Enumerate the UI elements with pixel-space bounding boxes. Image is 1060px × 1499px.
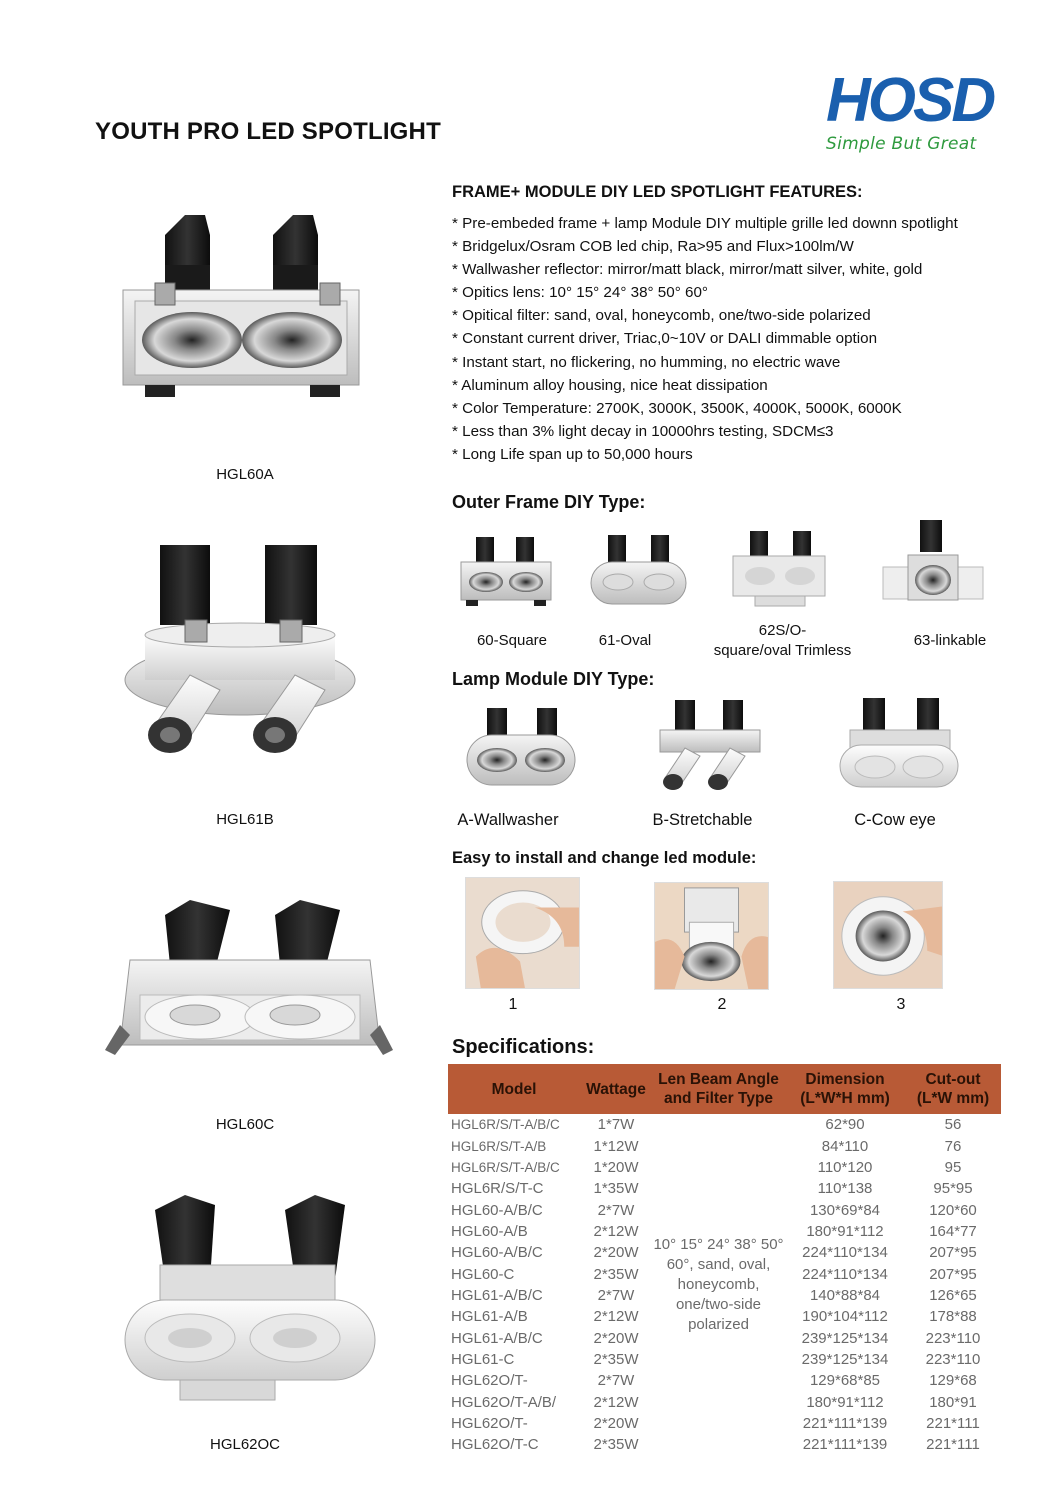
cell-dimension: 110*120: [817, 1158, 873, 1176]
cell-model: HGL60-A/B/C: [451, 1201, 543, 1219]
frame-thumb-60-square: [456, 532, 556, 612]
logo-slogan: Simple But Great: [826, 134, 977, 154]
cell-model: HGL6R/S/T-C: [451, 1180, 544, 1198]
cell-wattage: 1*7W: [597, 1116, 635, 1134]
cell-model: HGL61-A/B/C: [451, 1286, 543, 1304]
cell-wattage: 2*20W: [593, 1414, 639, 1432]
frame-thumb-63-linkable: [880, 515, 985, 610]
cell-model: HGL62O/T-: [451, 1414, 528, 1432]
cell-model: HGL62O/T-A/B/: [451, 1393, 557, 1411]
feature-item: * Pre-embeded frame + lamp Module DIY multiple grille led downn spotlight: [452, 215, 958, 232]
feature-item: * Long Life span up to 50,000 hours: [452, 445, 693, 463]
frame-thumb-61-oval: [586, 530, 691, 610]
cell-wattage: 2*12W: [593, 1222, 639, 1240]
cell-wattage: 2*7W: [597, 1201, 635, 1219]
cell-cutout: 95: [944, 1158, 962, 1176]
cell-model: HGL61-A/B: [451, 1308, 528, 1326]
cell-wattage: 2*20W: [593, 1244, 639, 1262]
feature-item: * Wallwasher reflector: mirror/matt black, mirror/matt silver, white, gold: [452, 261, 923, 279]
cell-wattage: 2*35W: [593, 1265, 639, 1283]
feature-item: * Color Temperature: 2700K, 3000K, 3500K, 4000K, 5000K, 6000K: [452, 399, 902, 417]
outer-frame-title: Outer Frame DIY Type:: [452, 492, 646, 512]
cell-model: HGL6R/S/T-A/B/C: [451, 1159, 560, 1175]
feature-item: * Opitical filter: sand, oval, honeycomb, one/two-side polarized: [452, 307, 871, 325]
col-header-dimension-line1: Dimension: [805, 1071, 885, 1088]
cell-cutout: 207*95: [929, 1244, 977, 1262]
cell-model: HGL62O/T-: [451, 1372, 528, 1390]
frame-label-62-line1: 62S/O-: [758, 622, 807, 639]
module-label-wallwasher: A-Wallwasher: [457, 811, 559, 829]
cell-wattage: 2*7W: [597, 1286, 635, 1304]
features-title: FRAME+ MODULE DIY LED SPOTLIGHT FEATURES:: [452, 183, 863, 201]
cell-dimension: 180*91*112: [806, 1222, 884, 1240]
frame-label-62-line2: square/oval Trimless: [713, 642, 852, 659]
module-thumb-cow-eye: [835, 695, 963, 790]
feature-item: * Less than 3% light decay in 10000hrs testing, SDCM≤3: [452, 422, 834, 440]
col-header-beam-line2: and Filter Type: [663, 1090, 774, 1107]
feature-item: * Opitics lens: 10° 15° 24° 38° 50° 60°: [452, 284, 708, 302]
cell-dimension: 129*68*85: [809, 1372, 881, 1390]
cell-wattage: 2*20W: [593, 1329, 639, 1347]
specifications-title: Specifications:: [452, 1036, 595, 1058]
cell-dimension: 224*110*134: [802, 1244, 888, 1262]
feature-item: * Instant start, no flickering, no humming, no electric wave: [452, 353, 841, 371]
install-step-1: 1: [508, 996, 518, 1013]
cell-cutout: 95*95: [933, 1180, 973, 1198]
cell-model: HGL60-C: [451, 1265, 515, 1283]
cell-cutout: 178*88: [929, 1308, 977, 1326]
spec-table-header: [448, 1064, 1001, 1114]
cell-cutout: 129*68: [929, 1372, 977, 1390]
spec-table: [448, 1064, 1001, 1456]
frame-thumb-62-trimless: [725, 528, 833, 610]
cell-dimension: 190*104*112: [802, 1308, 888, 1326]
cell-cutout: 207*95: [929, 1265, 977, 1283]
col-header-beam-line1: Len Beam Angle: [658, 1071, 779, 1088]
page-title: YOUTH PRO LED SPOTLIGHT: [95, 118, 441, 145]
cell-dimension: 239*125*134: [801, 1350, 889, 1368]
cell-dimension: 239*125*134: [801, 1329, 889, 1347]
cell-wattage: 2*7W: [597, 1372, 635, 1390]
cell-model: HGL61-C: [451, 1350, 515, 1368]
product-image-hgl62oc: [95, 1190, 395, 1405]
module-thumb-wallwasher: [462, 705, 580, 790]
cell-wattage: 1*35W: [593, 1180, 639, 1198]
cell-cutout: 164*77: [929, 1222, 977, 1240]
cell-cutout: 180*91: [929, 1393, 977, 1411]
cell-cutout: 223*110: [925, 1329, 981, 1347]
install-photo-3: [833, 881, 943, 989]
module-thumb-stretchable: [655, 698, 765, 793]
cell-cutout: 120*60: [929, 1201, 977, 1219]
feature-item: * Constant current driver, Triac,0~10V or DALI dimmable option: [452, 330, 878, 348]
lamp-module-title: Lamp Module DIY Type:: [452, 669, 655, 689]
cell-wattage: 2*35W: [593, 1436, 639, 1454]
cell-dimension: 84*110: [821, 1137, 869, 1155]
cell-wattage: 1*12W: [593, 1137, 639, 1155]
col-header-dimension: [785, 1064, 905, 1114]
brand-logo: [826, 66, 1006, 160]
product-label-hgl62oc: HGL62OC: [209, 1436, 281, 1453]
frame-label-60-square: 60-Square: [476, 632, 548, 649]
module-label-cow-eye: C-Cow eye: [854, 811, 936, 829]
cell-model: HGL60-A/B/C: [451, 1244, 543, 1262]
feature-item: * Aluminum alloy housing, nice heat dissipation: [452, 376, 768, 394]
install-photo-2: [654, 882, 769, 990]
cell-model: HGL6R/S/T-A/B: [451, 1138, 547, 1154]
frame-label-61-oval: 61-Oval: [598, 632, 652, 649]
frame-label-63-linkable: 63-linkable: [913, 632, 987, 649]
col-header-wattage: Wattage: [580, 1064, 652, 1114]
cell-beam-filter: 10° 15° 24° 38° 50° 60°, sand, oval, honeycomb, one/two-side polarized: [653, 1235, 784, 1333]
install-photo-1: [465, 877, 580, 989]
table-row: [448, 1114, 1001, 1135]
product-image-hgl60a: [95, 205, 395, 405]
logo-word: HOSD: [826, 66, 994, 135]
cell-wattage: 2*35W: [593, 1350, 639, 1368]
cell-cutout: 56: [944, 1116, 962, 1134]
install-title: Easy to install and change led module:: [452, 849, 757, 867]
cell-dimension: 110*138: [817, 1180, 873, 1198]
cell-dimension: 130*69*84: [809, 1201, 881, 1219]
cell-cutout: 223*110: [925, 1350, 981, 1368]
col-header-dimension-line2: (L*W*H mm): [800, 1090, 890, 1107]
cell-cutout: 76: [944, 1137, 962, 1155]
cell-dimension: 180*91*112: [806, 1393, 884, 1411]
cell-model: HGL6R/S/T-A/B/C: [451, 1117, 560, 1133]
col-header-cutout: [905, 1064, 1001, 1114]
col-header-beam: [652, 1064, 785, 1114]
cell-model: HGL62O/T-C: [451, 1436, 539, 1454]
cell-wattage: 2*12W: [593, 1393, 639, 1411]
product-image-hgl60c: [95, 895, 395, 1065]
cell-wattage: 2*12W: [593, 1308, 639, 1326]
features-list: [452, 212, 1032, 466]
cell-cutout: 221*111: [926, 1414, 980, 1432]
product-label-hgl60c: HGL60C: [215, 1116, 275, 1133]
product-label-hgl61b: HGL61B: [216, 811, 274, 828]
col-header-cutout-line1: Cut-out: [925, 1071, 981, 1088]
cell-cutout: 126*65: [929, 1286, 977, 1304]
install-step-2: 2: [717, 996, 727, 1013]
cell-dimension: 140*88*84: [809, 1286, 881, 1304]
cell-model: HGL60-A/B: [451, 1222, 528, 1240]
feature-item: * Bridgelux/Osram COB led chip, Ra>95 and Flux>100lm/W: [452, 238, 854, 256]
cell-dimension: 62*90: [825, 1116, 865, 1134]
install-step-3: 3: [896, 996, 906, 1013]
product-image-hgl61b: [95, 540, 395, 780]
product-label-hgl60a: HGL60A: [216, 466, 274, 483]
cell-dimension: 224*110*134: [802, 1265, 888, 1283]
module-label-stretchable: B-Stretchable: [652, 811, 753, 829]
cell-model: HGL61-A/B/C: [451, 1329, 543, 1347]
col-header-cutout-line2: (L*W mm): [916, 1090, 990, 1107]
cell-dimension: 221*111*139: [802, 1436, 888, 1454]
cell-dimension: 221*111*139: [802, 1414, 888, 1432]
col-header-model: Model: [448, 1064, 580, 1114]
cell-wattage: 1*20W: [593, 1158, 639, 1176]
cell-cutout: 221*111: [926, 1436, 980, 1454]
